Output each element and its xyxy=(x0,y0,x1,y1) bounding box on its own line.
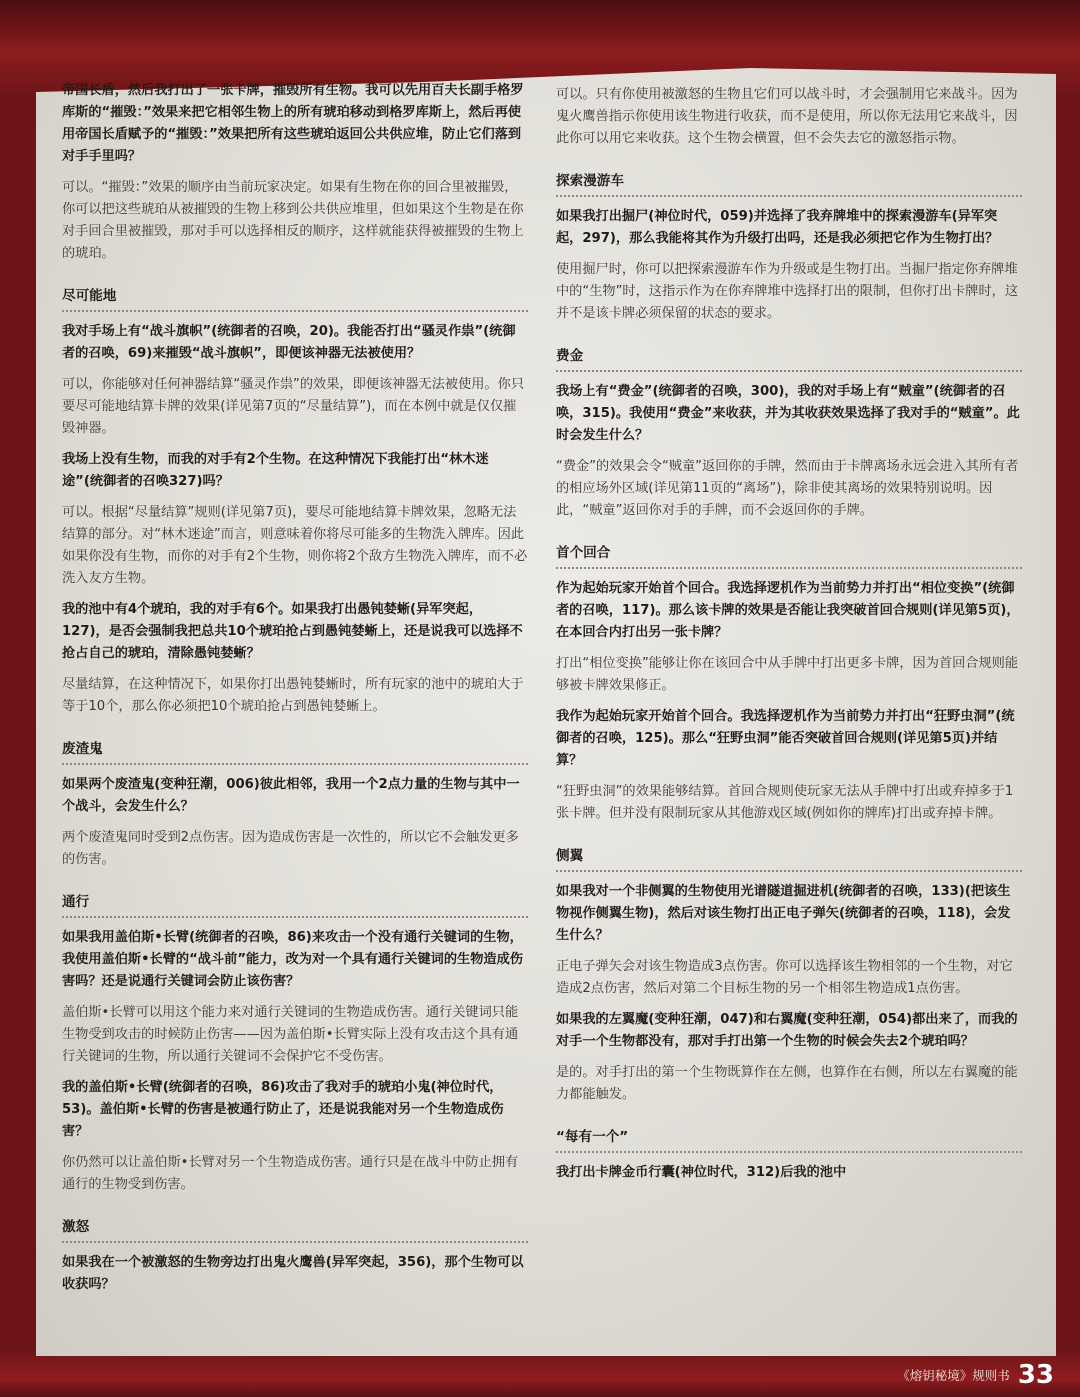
faq-answer: 使用掘尸时，你可以把探索漫游车作为升级或是生物打出。当掘尸指定你弃牌堆中的“生物”时，这指示作为在你弃牌堆中选择打出的限制，但你打出卡牌时，这并不是该卡牌必须保留的状态的要求。 xyxy=(556,262,1019,321)
faq-question: 如果我的左翼魔(变种狂潮，047)和右翼魔(变种狂潮，054)都出来了，而我的对手一个生物都没有，那对手打出第一个生物的时候会失去2个琥珀吗？ xyxy=(556,1012,1018,1049)
section-heading: 探索漫游车 xyxy=(556,170,1022,197)
faq-question: 我场上没有生物，而我的对手有2个生物。在这种情况下我能打出“林木迷途”(统御者的召唤327)吗？ xyxy=(62,452,489,489)
faq-question: 如果我在一个被激怒的生物旁边打出鬼火鹰兽(异军突起，356)，那个生物可以收获吗？ xyxy=(62,1255,524,1292)
faq-answer: 正电子弹矢会对该生物造成3点伤害。你可以选择该生物相邻的一个生物，对它造成2点伤害，然后对第二个目标生物的另一个相邻生物造成1点伤害。 xyxy=(556,959,1013,996)
faq-question: 如果我打出掘尸(神位时代，059)并选择了我弃牌堆中的探索漫游车(异军突起，297)，那么我能将其作为升级打出吗，还是我必须把它作为生物打出？ xyxy=(556,209,999,246)
section-heading: 激怒 xyxy=(62,1216,528,1243)
book-title: 《熔钥秘境》规则书 xyxy=(897,1368,1010,1383)
faq-answer: 两个废渣鬼同时受到2点伤害。因为造成伤害是一次性的，所以它不会触发更多的伤害。 xyxy=(62,830,519,867)
section-heading: 废渣鬼 xyxy=(62,738,528,765)
faq-question: 如果我用盖伯斯•长臂(统御者的召唤，86)来攻击一个没有通行关键词的生物，我使用盖伯斯•长臂的“战斗前”能力，改为对一个具有通行关键词的生物造成伤害吗？还是说通行关键词会防止该伤害？ xyxy=(62,930,523,989)
faq-answer: 盖伯斯•长臂可以用这个能力来对通行关键词的生物造成伤害。通行关键词只能生物受到攻击的时候防止伤害——因为盖伯斯•长臂实际上没有攻击这个具有通行关键词的生物，所以通行关键词不会保护它不受伤害。 xyxy=(62,1005,519,1064)
faq-question: 如果两个废渣鬼(变种狂潮，006)彼此相邻，我用一个2点力量的生物与其中一个战斗，会发生什么？ xyxy=(62,777,520,814)
left-column xyxy=(62,80,528,1305)
page-footer xyxy=(897,1358,1054,1392)
faq-answer: 可以，你能够对任何神器结算“骚灵作祟”的效果，即便该神器无法被使用。你只要尽可能地结算卡牌的效果(详见第7页的“尽量结算”)，而在本例中就是仅仅摧毁神器。 xyxy=(62,377,525,436)
faq-answer: 是的。对手打出的第一个生物既算作在左侧，也算作在右侧，所以左右翼魔的能力都能触发。 xyxy=(556,1065,1018,1102)
faq-question: 我的池中有4个琥珀，我的对手有6个。如果我打出愚钝婪蜥(异军突起，127)，是否会强制我把总共10个琥珀抢占到愚钝婪蜥上，还是说我可以选择不抢占自己的琥珀，清除愚钝婪蜥？ xyxy=(62,602,523,661)
faq-question: 作为起始玩家开始首个回合。我选择逻机作为当前势力并打出“相位变换”(统御者的召唤，117)。那么该卡牌的效果是否能让我突破首回合规则(详见第5页)，在本回合内打出另一张卡牌？ xyxy=(556,581,1020,640)
faq-answer: “费金”的效果会令“贼童”返回你的手牌，然而由于卡牌离场永远会进入其所有者的相应场外区域(详见第11页的“离场”)，除非使其离场的效果特别说明。因此，“贼童”返回你对手的手牌，而不会返回你的手牌。 xyxy=(556,459,1019,518)
section-heading: 首个回合 xyxy=(556,542,1022,569)
section-heading: 尽可能地 xyxy=(62,285,528,312)
faq-question: 我的盖伯斯•长臂(统御者的召唤，86)攻击了我对手的琥珀小鬼(神位时代，53)。盖伯斯•长臂的伤害是被通行防止了，还是说我能对另一个生物造成伤害？ xyxy=(62,1080,504,1139)
faq-answer: 你仍然可以让盖伯斯•长臂对另一个生物造成伤害。通行只是在战斗中防止拥有通行的生物受到伤害。 xyxy=(62,1155,519,1192)
faq-answer: 打出“相位变换”能够让你在该回合中从手牌中打出更多卡牌，因为首回合规则能够被卡牌效果修正。 xyxy=(556,656,1019,693)
faq-question: 我对手场上有“战斗旗帜”(统御者的召唤，20)。我能否打出“骚灵作祟”(统御者的召唤，69)来摧毁“战斗旗帜”，即便该神器无法被使用？ xyxy=(62,324,516,361)
faq-question: 我作为起始玩家开始首个回合。我选择逻机作为当前势力并打出“狂野虫洞”(统御者的召唤，125)。那么“狂野虫洞”能否突破首回合规则(详见第5页)并结算？ xyxy=(556,709,1015,768)
section-heading: 通行 xyxy=(62,891,528,918)
faq-answer: 可以。根据“尽量结算”规则(详见第7页)，要尽可能地结算卡牌效果，忽略无法结算的部分。对“林木迷途”而言，则意味着你将尽可能多的生物洗入牌库。因此如果你没有生物，而你的对手有2个生物，则你将2个敌方生物洗入牌库，而不必洗入友方生物。 xyxy=(62,505,528,586)
faq-question: 如果我对一个非侧翼的生物使用光谱隧道掘进机(统御者的召唤，133)(把该生物视作侧翼生物)，然后对该生物打出正电子弹矢(统御者的召唤，118)，会发生什么？ xyxy=(556,884,1011,943)
section-heading: 侧翼 xyxy=(556,845,1022,872)
right-column xyxy=(556,84,1022,1193)
faq-answer: 可以。“摧毁：”效果的顺序由当前玩家决定。如果有生物在你的回合里被摧毁，你可以把这些琥珀从被摧毁的生物上移到公共供应堆里，但如果这个生物是在你对手回合里被摧毁，那对手可以选择相反的顺序，这样就能获得被摧毁的生物上的琥珀。 xyxy=(62,180,524,261)
section-heading: “每有一个” xyxy=(556,1126,1022,1153)
faq-answer: 可以。只有你使用被激怒的生物且它们可以战斗时，才会强制用它来战斗。因为鬼火鹰兽指示你使用该生物进行收获，而不是使用，所以你无法用它来战斗，因此你可以用它来收获。这个生物会横置，但不会失去它的激怒指示物。 xyxy=(556,87,1018,146)
faq-answer: “狂野虫洞”的效果能够结算。首回合规则使玩家无法从手牌中打出或弃掉多于1张卡牌。但并没有限制玩家从其他游戏区域(例如你的牌库)打出或弃掉卡牌。 xyxy=(556,784,1014,821)
faq-question: 帝国长盾，然后我打出了一张卡牌，摧毁所有生物。我可以先用百夫长副手格罗库斯的“摧毁：”效果来把它相邻生物上的所有琥珀移动到格罗库斯上，然后再使用帝国长盾赋予的“摧毁：”效果把所有这些琥珀返回公共供应堆，防止它们落到对手手里吗？ xyxy=(62,83,524,164)
section-heading: 费金 xyxy=(556,345,1022,372)
faq-question: 我场上有“费金”(统御者的召唤，300)，我的对手场上有“贼童”(统御者的召唤，315)。我使用“费金”来收获，并为其收获效果选择了我对手的“贼童”。此时会发生什么？ xyxy=(556,384,1020,443)
page-number: 33 xyxy=(1017,1360,1054,1390)
faq-answer: 尽量结算，在这种情况下，如果你打出愚钝婪蜥时，所有玩家的池中的琥珀大于等于10个，那么你必须把10个琥珀抢占到愚钝婪蜥上。 xyxy=(62,677,524,714)
faq-question: 我打出卡牌金币行囊(神位时代，312)后我的池中 xyxy=(556,1165,847,1180)
